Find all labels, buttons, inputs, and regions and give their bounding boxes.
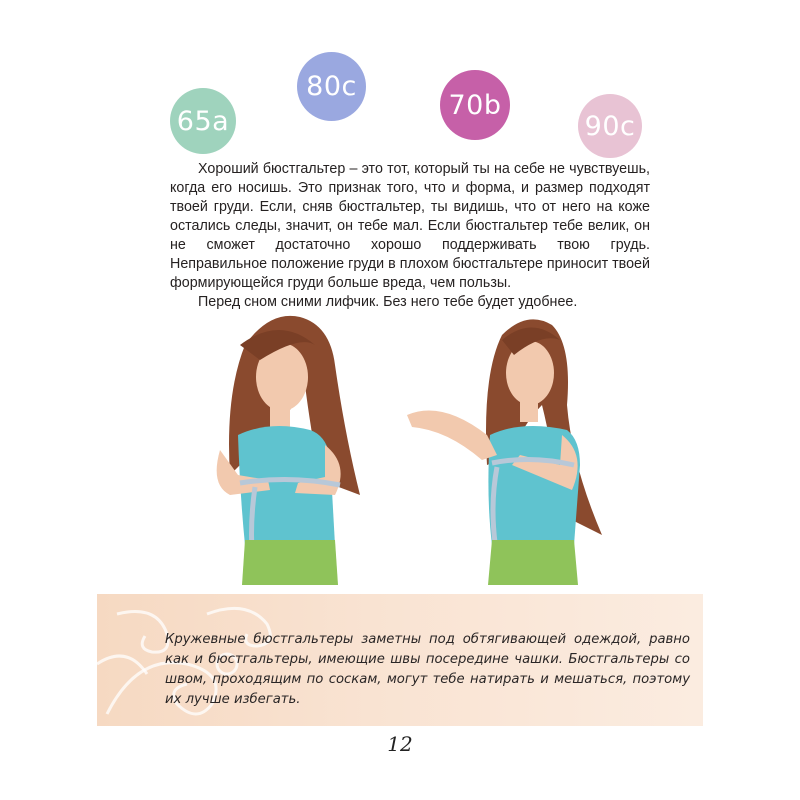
- pants-shape: [242, 540, 338, 585]
- pants-shape: [488, 540, 578, 585]
- tip-callout: [97, 594, 703, 726]
- size-bubble-label: 80c: [306, 71, 357, 102]
- size-bubble-80c: [297, 52, 366, 121]
- illustration-measuring-underbust: [200, 305, 400, 585]
- size-bubble-label: 90c: [584, 110, 636, 142]
- neck-shape: [520, 400, 538, 422]
- size-bubble-label: 70b: [448, 89, 502, 121]
- body-paragraph-2: Перед сном сними лифчик. Без него тебе будет удобнее.: [198, 294, 578, 310]
- arm-raised: [407, 411, 497, 461]
- size-bubble-label: 65a: [176, 105, 230, 137]
- illustration-measuring-bust: [402, 305, 624, 585]
- size-bubble-90c: [578, 94, 642, 158]
- body-text: [170, 160, 650, 312]
- callout-text: Кружевные бюстгальтеры заметны под обтягивающей одеждой, равно как и бюстгальтеры, имеющие швы посередине чашки. Бюстгальтеры со швом, проходящим по соскам, могут тебе натирать и мешаться, поэтому их лучше избегать.: [165, 632, 690, 707]
- body-paragraph-1: Хороший бюстгальтер – это тот, который ты на себе не чувствуешь, когда его носишь. Это признак того, что и форма, и размер подходят твоей груди. Если, сняв бюстгальтер, ты видишь, что от него на коже остались следы, значит, он тебе мал. Если бюстгальтер тебе велик, он не сможет достаточно хорошо поддерживать твою грудь. Неправильное положение груди в плохом бюстгальтере приносит твоей формирующейся груди больше вреда, чем пользы.: [170, 161, 650, 291]
- size-bubble-65a: [170, 88, 236, 154]
- page-number: 12: [387, 732, 413, 756]
- size-bubble-70b: [440, 70, 510, 140]
